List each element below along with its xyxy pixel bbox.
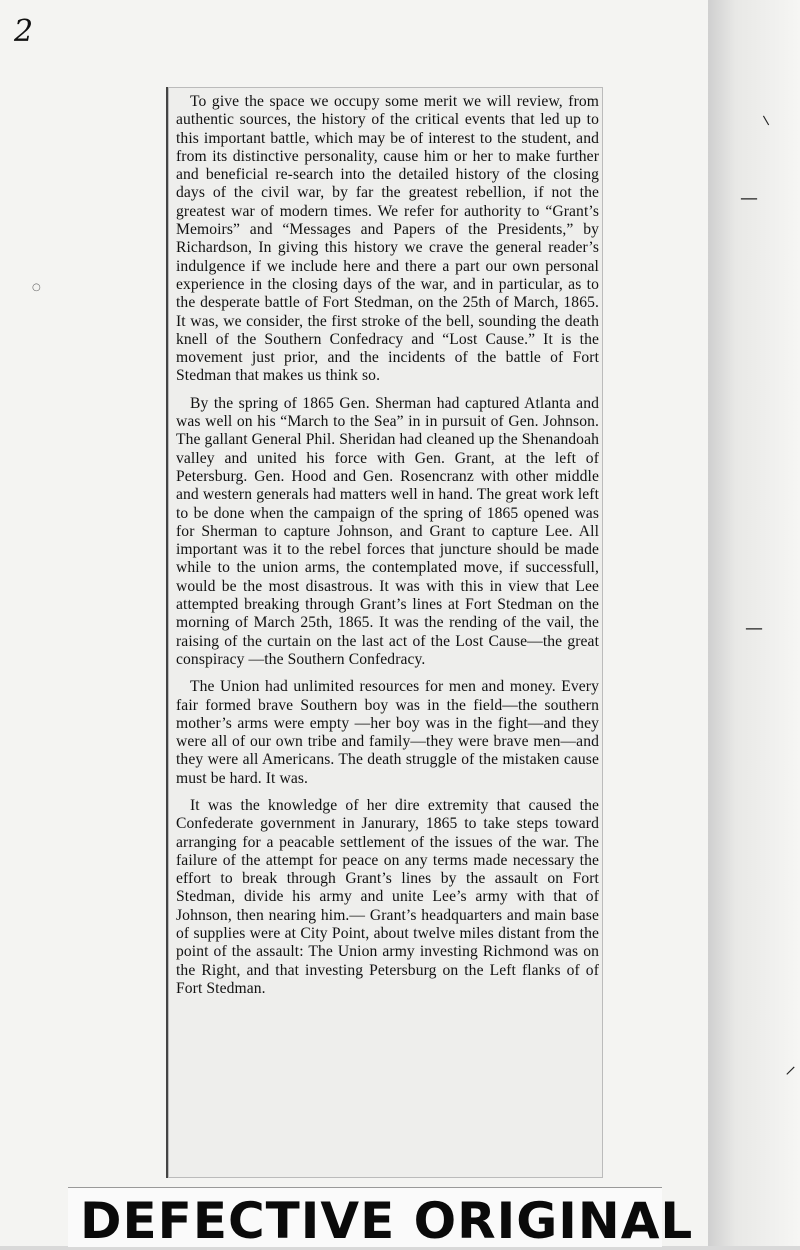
scan-mark-icon: — [740,188,758,209]
page-number: 2 [14,14,32,49]
article-paragraph: To give the space we occupy some merit we will review, from authentic sources, the history of the critical events that led up to this important battle, which may be of interest to the student, and from its distinctive personality, cause him or her to make further and beneficial re-search into the detailed history of the closing days of the civil war, by far the greatest rebellion, if not the greatest war of modern times. We refer for authority to “Grant’s Memoirs” and “Messages and Papers of the Presidents,” by Richardson, In giving this history we crave the general reader’s indulgence if we include here and there a part our own personal experience in the closing days of the war, and in particular, as to the desperate battle of Fort Stedman, on the 25th of March, 1865. It was, we consider, the first stroke of the bell, sounding the death knell of the Southern Confedracy and “Lost Cause.” It is the movement just prior, and the incidents of the battle of Fort Stedman that makes us think so. [176,93,599,385]
article-paragraph: It was the knowledge of her dire extremity that caused the Confederate government in Janurary, 1865 to take steps toward arranging for a peacable settlement of the issues of the war. The failure of the attempt for peace on any terms made necessary the effort to break through Grant’s lines by the assault on Fort Stedman, divide his army and unite Lee’s army with that of Johnson, then nearing him.— Grant’s headquarters and main base of supplies were at City Point, about twelve miles distant from the point of the assault: The Union army investing Richmond was on the Right, and that investing Petersburg on the Left flanks of of Fort Stedman. [176,796,599,997]
newspaper-clipping [166,87,603,1178]
scan-mark-icon: ⸝ [785,1054,797,1079]
article-paragraph: By the spring of 1865 Gen. Sherman had captured Atlanta and was well on his “March to the Sea” in in pursuit of Gen. Johnson. The gallant General Phil. Sheridan had cleaned up the Shenandoah valley and united his force with Gen. Grant, at the left of Petersburg. Gen. Hood and Gen. Rosencranz with other middle and western generals had matters well in hand. The great work left to be done when the campaign of the spring of 1865 opened was for Sherman to capture Johnson, and Grant to capture Lee. All important was it to the rebel forces that juncture should be made while to the union arms, the contemplated move, if successfull, would be the most disastrous. It was with this in view that Lee attempted breaking through Grant’s lines at Fort Stedman on the morning of March 25th, 1865. It was the rending of the vail, the raising of the curtain on the last act of the Lost Cause—the great conspiracy —the Southern Confedracy. [176,394,599,668]
scan-mark-icon: ⸜ [758,102,776,130]
article-paragraph: The Union had unlimited resources for men and money. Every fair formed brave Southern boy was in the field—the southern mother’s arms were empty —her boy was in the fight—and they were all of our own tribe and family—they were brave men—and they were all Americans. The death struggle of the mistaken cause must be hard. It was. [176,678,599,787]
scan-mark-icon: — [745,618,763,639]
defective-original-label: DEFECTIVE ORIGINAL [80,1192,694,1250]
scan-dot-icon: ○ [32,282,41,293]
